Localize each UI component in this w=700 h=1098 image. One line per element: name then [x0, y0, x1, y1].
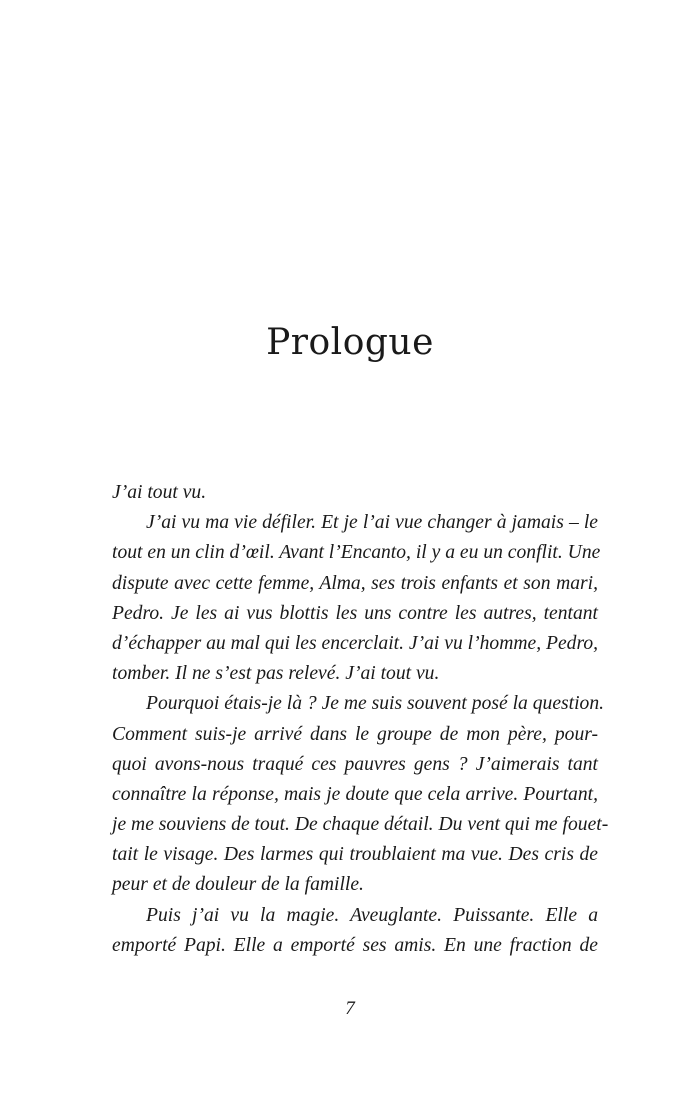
paragraph-line: J’ai vu ma vie défiler. Et je l’ai vue changer à jamais – le: [146, 512, 598, 534]
paragraph-line: je me souviens de tout. De chaque détail. Du vent qui me fouet-: [112, 814, 609, 836]
paragraph-line: connaître la réponse, mais je doute que cela arrive. Pourtant,: [112, 783, 598, 805]
paragraph-line: peur et de douleur de la famille.: [112, 874, 364, 896]
paragraph-line: Comment suis-je arrivé dans le groupe de mon père, pour-: [112, 723, 598, 745]
chapter-body: [112, 478, 609, 961]
paragraph-line: Pedro. Je les ai vus blottis les uns contre les autres, tentant: [112, 602, 598, 624]
paragraph-line: tomber. Il ne s’est pas relevé. J’ai tout vu.: [112, 663, 440, 685]
paragraph-line: J’ai tout vu.: [112, 482, 207, 503]
paragraph-line: Pourquoi étais-je là ? Je me suis souvent posé la question.: [146, 693, 605, 715]
paragraph-line: d’échapper au mal qui les encerclait. J’ai vu l’homme, Pedro,: [112, 632, 599, 654]
paragraph-line: Puis j’ai vu la magie. Aveuglante. Puissante. Elle a: [146, 904, 598, 926]
paragraph-line: dispute avec cette femme, Alma, ses trois enfants et son mari,: [112, 572, 598, 594]
paragraph-line: emporté Papi. Elle a emporté ses amis. En une fraction de: [112, 934, 598, 956]
paragraph-line: tout en un clin d’œil. Avant l’Encanto, il y a eu un conflit. Une: [112, 542, 601, 564]
paragraph-line: tait le visage. Des larmes qui troublaient ma vue. Des cris de: [112, 844, 598, 866]
page-number: 7: [345, 998, 355, 1019]
chapter-title: Prologue: [266, 322, 434, 364]
paragraph-line: quoi avons-nous traqué ces pauvres gens ? J’aimerais tant: [112, 753, 598, 775]
